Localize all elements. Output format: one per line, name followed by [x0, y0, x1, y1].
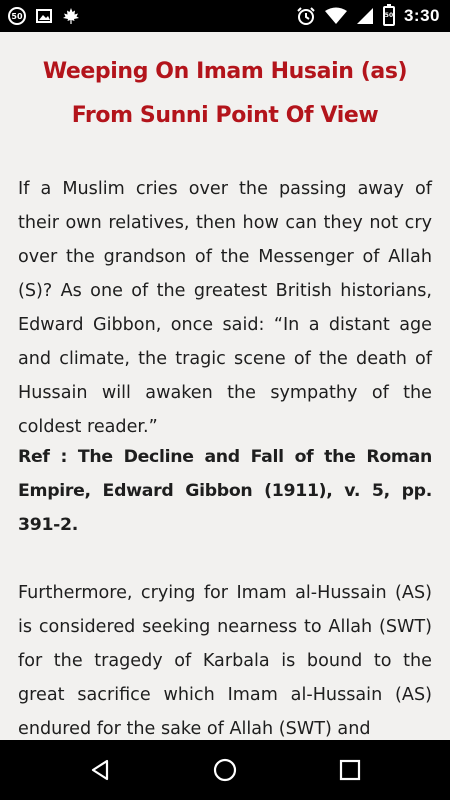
back-button[interactable] — [60, 740, 140, 800]
article-title — [20, 50, 430, 138]
article-content[interactable] — [0, 32, 450, 740]
recent-apps-button[interactable] — [310, 740, 390, 800]
status-bar-system — [296, 5, 440, 27]
alarm-clock-icon — [296, 6, 316, 26]
recent-apps-icon — [339, 759, 361, 781]
data-usage-badge-icon: 50 — [8, 7, 26, 25]
article-reference: Ref : The Decline and Fall of the Roman Empire, Edward Gibbon (1911), v. 5, pp. 391-2. — [18, 447, 432, 535]
back-icon — [88, 758, 112, 782]
battery-icon — [383, 6, 395, 26]
article-title-line-2: From Sunni Point Of View — [71, 103, 379, 128]
home-button[interactable] — [185, 740, 265, 800]
status-bar — [0, 0, 450, 32]
status-bar-notifications — [8, 5, 80, 27]
battery-level: 50 — [384, 12, 394, 19]
clock-time: 3:30 — [403, 6, 440, 25]
image-notification-icon — [36, 8, 52, 24]
article-paragraph-1: If a Muslim cries over the passing away of their own relatives, then how can they not cry over the grandson of the Messenger of Allah (S)? As one of the greatest British historians, Edward Gibbon, once said: “In a distant age and climate, the tragic scene of the death of Hussain will awaken the sympathy of the coldest reader.” — [18, 179, 432, 437]
home-icon — [212, 757, 238, 783]
maple-leaf-icon — [62, 7, 80, 25]
article-title-line-1: Weeping On Imam Husain (as) — [42, 59, 408, 84]
navigation-bar — [0, 740, 450, 800]
article-paragraph-2: Furthermore, crying for Imam al-Hussain (AS) is considered seeking nearness to Allah (SWT) for the tragedy of Karbala is bound to the great sacrifice which Imam al-Hussain (AS) endured for the sake of Allah (SWT) and — [18, 583, 432, 739]
cellular-signal-icon — [356, 7, 374, 25]
wifi-icon — [325, 7, 347, 25]
